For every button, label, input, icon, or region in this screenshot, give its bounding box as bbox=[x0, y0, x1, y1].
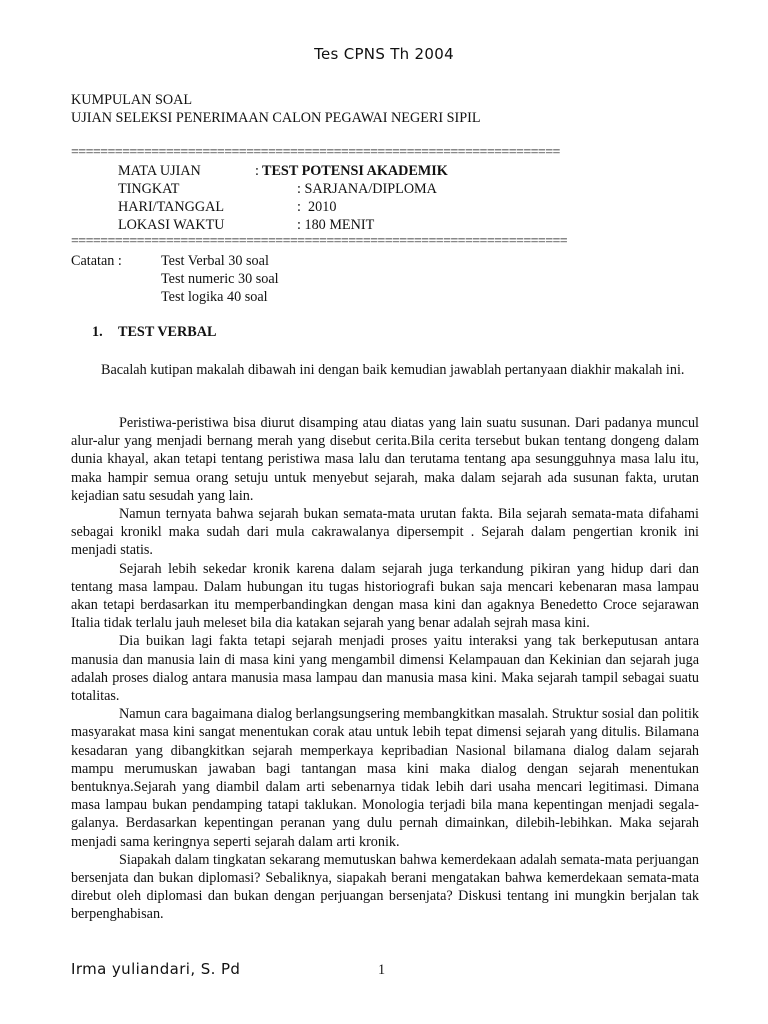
lokasi-waktu-value: : 180 MENIT bbox=[297, 217, 375, 233]
essay-paragraph: Peristiwa-peristiwa bisa diurut disamping atau diatas yang lain suatu susunan. Dari padanya muncul alur-alur yang menjadi bernang merah yang disebut cerita.Bila cerita tersebut bukan tentang dongeng dalam dunia khayal, akan tetapi tentang peristiwa masa lalu dan terutama tentang apa sesungguhnya masa lalu itu, maka hampir semua orang setuju untuk menyebut sejarah, maka dalam sejarah ada susunan fakta, urutan kejadian satu sesudah yang lain. bbox=[71, 415, 699, 504]
page-header-title: Tes CPNS Th 2004 bbox=[314, 45, 454, 63]
catatan-label: Catatan : bbox=[71, 253, 122, 269]
mata-ujian-label: MATA UJIAN bbox=[118, 163, 201, 179]
lokasi-waktu-label: LOKASI WAKTU bbox=[118, 217, 225, 233]
catatan-item: Test logika 40 soal bbox=[161, 289, 268, 305]
tingkat-value: : SARJANA/DIPLOMA bbox=[297, 181, 437, 197]
catatan-item: Test numeric 30 soal bbox=[161, 271, 279, 287]
tingkat-label: TINGKAT bbox=[118, 181, 180, 197]
instruction-block bbox=[71, 361, 699, 379]
separator-bottom: ==================================================================== bbox=[71, 234, 568, 249]
intro-line-1: KUMPULAN SOAL bbox=[71, 92, 192, 108]
essay-paragraph: Namun ternyata bahwa sejarah bukan semata-mata urutan fakta. Bila sejarah semata-mata difahami sebagai kronikl maka sudah dari mula cakrawalanya dipersempit . Sejarah dalam pengertian kronik ini menjadi statis. bbox=[71, 506, 699, 559]
section-title: TEST VERBAL bbox=[118, 324, 217, 340]
essay-paragraph: Sejarah lebih sekedar kronik karena dalam sejarah juga terkandung pikiran yang hidup dari dan tentang masa lampau. Dalam hubungan itu tugas historiografi bukan saja mencari kebenaran masa lampau akan tetapi berdasarkan itu memperbandingkan dengan masa kini dan agaknya Benedetto Croce sejarawan Italia tidak terlalu jauh meleset bila dia katakan sejarah yang benar adalah sejrah masa kini. bbox=[71, 560, 699, 632]
footer-author: Irma yuliandari, S. Pd bbox=[71, 960, 241, 978]
catatan-item: Test Verbal 30 soal bbox=[161, 253, 269, 269]
hari-tanggal-value: : 2010 bbox=[297, 199, 337, 215]
essay-body bbox=[71, 414, 699, 924]
essay-paragraph: Dia buikan lagi fakta tetapi sejarah menjadi proses yaitu interaksi yang tak berkeputusan antara manusia dan manusia lain di masa kini yang mengambil dimensi Kelampauan dan Kekinian dan sejarah juga adalah proses dialog antara manusia masa lampau dan manusia masa kini. Maka sejarah tampil sebagai suatu totalitas. bbox=[71, 633, 699, 705]
essay-paragraph: Namun cara bagaimana dialog berlangsungsering membangkitkan masalah. Struktur sosial dan politik masyarakat masa kini sangat menentukan corak atau untuk lebih tepat dimensi sejarah yang ditulis. Bilamana kesadaran yang dibangkitkan sejarah memperkaya kepribadian Nasional bilamana dialog dalam sejarah mampu merumuskan jawaban bagi tantangan masa kini maka dialog dengan sejarah menentukan bentuknya.Sejarah yang diambil dalam arti sebenarnya tidak lebih dari usaha mencari legitimasi. Dimana masa lampau bukan pendamping tatapi taklukan. Monologia terjadi bila mana kepentingan menjadi segala-galanya. Berdasarkan kepentingan peranan yang dulu pernah dimainkan, dilebih-lebihkan. Maka sejarah menjadi sama keringnya seperti sejarah dalam arti kronik. bbox=[71, 706, 699, 850]
mata-ujian-value: TEST POTENSI AKADEMIK bbox=[262, 163, 448, 179]
mata-ujian-colon: : bbox=[255, 163, 259, 179]
page-number: 1 bbox=[378, 962, 386, 978]
section-number: 1. bbox=[92, 324, 103, 340]
instruction-text: Bacalah kutipan makalah dibawah ini dengan baik kemudian jawablah pertanyaan diakhir makalah ini. bbox=[101, 362, 685, 378]
hari-tanggal-label: HARI/TANGGAL bbox=[118, 199, 225, 215]
intro-line-2: UJIAN SELEKSI PENERIMAAN CALON PEGAWAI NEGERI SIPIL bbox=[71, 110, 481, 126]
essay-paragraph: Siapakah dalam tingkatan sekarang memutuskan bahwa kemerdekaan adalah semata-mata perjuangan bersenjata dan bukan diplomasi? Sebaliknya, siapakah berani mengatakan bahwa kemerdekaan semata-mata direbut oleh diplomasi dan bukan dengan perjuangan bersenjata? Diskusi tentang ini mungkin berjalan tak berpenghabisan. bbox=[71, 851, 699, 923]
separator-top: =================================================================== bbox=[71, 145, 560, 160]
